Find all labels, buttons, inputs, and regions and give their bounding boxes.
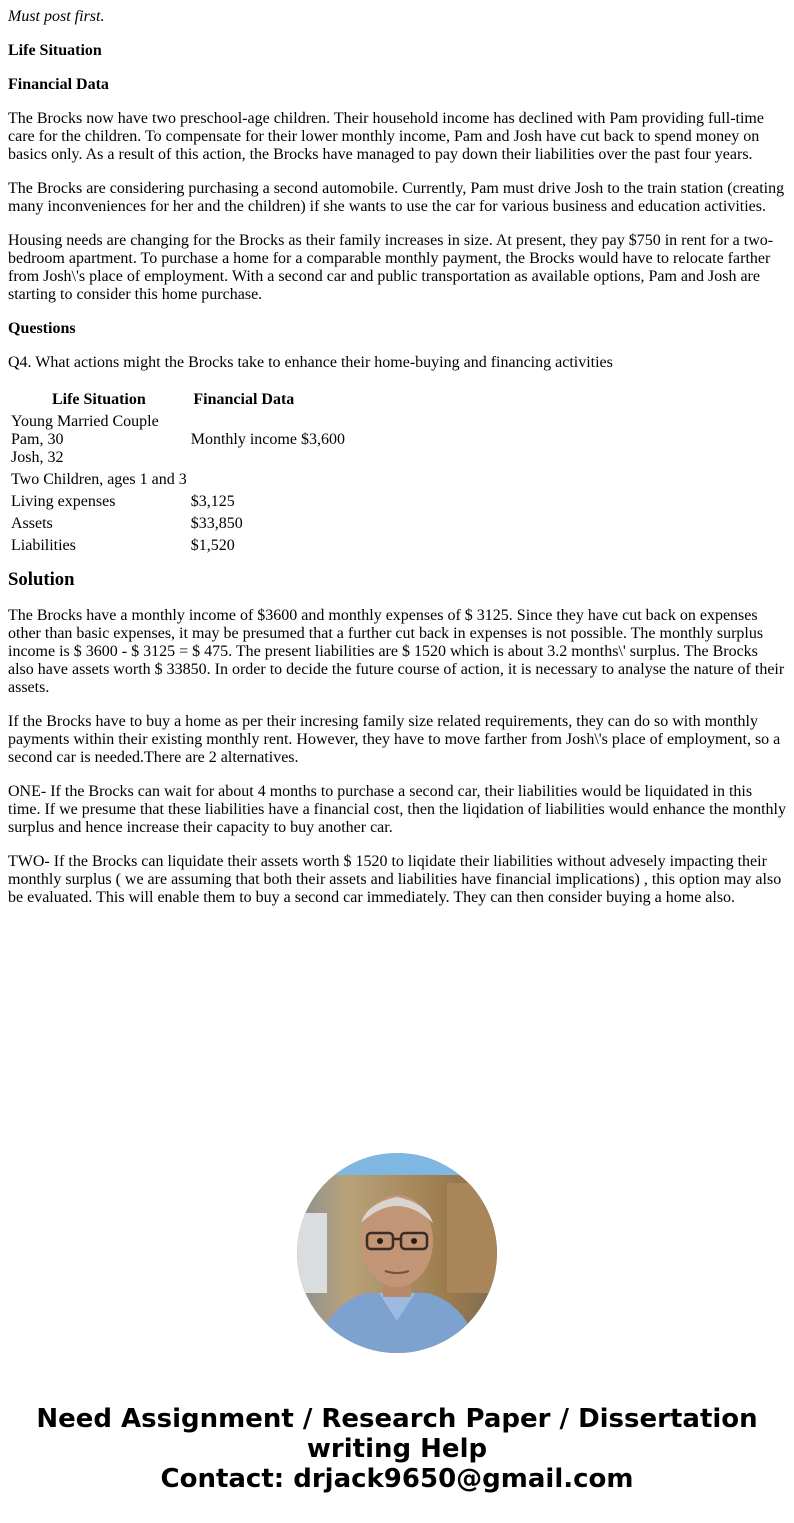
solution-paragraph: The Brocks have a monthly income of $3600 and monthly expenses of $ 3125. Since they have cut back on expenses other than basic expenses, it may be presumed that a further cut back in expenses is not possible. The monthly surplus income is $ 3600 - $ 3125 = $ 475. The present liabilities are $ 1520 which is about 3.2 months\' surplus. The Brocks also have assets worth $ 33850. In order to decide the future course of action, it is necessary to analyse the nature of their assets. xyxy=(8,607,785,696)
table-header-row xyxy=(10,390,346,410)
intro-paragraph: The Brocks now have two preschool-age children. Their household income has declined with Pam providing full-time care for the children. To compensate for their lower monthly income, Pam and Josh have cut back to spend money on basics only. As a result of this action, the Brocks have managed to pay down their liabilities over the past four years. xyxy=(8,110,764,163)
promo-line: writing Help xyxy=(306,1434,488,1464)
table-row xyxy=(10,514,346,534)
table-row xyxy=(10,536,346,556)
post-note: Must post first. xyxy=(8,8,105,25)
promo-banner xyxy=(0,1404,794,1494)
life-line: Pam, 30 xyxy=(11,431,64,448)
table-row xyxy=(10,412,346,468)
life-situation-heading: Life Situation xyxy=(8,42,102,59)
intro-paragraph: Housing needs are changing for the Brocks as their family increases in size. At present, they pay $750 in rent for a two-bedroom apartment. To purchase a home for a comparable monthly payment, the Brocks would have to relocate farther from Josh\'s place of employment. With a second car and public transportation as available options, Pam and Josh are starting to consider this home purchase. xyxy=(8,232,774,303)
solution-paragraph: ONE- If the Brocks can wait for about 4 months to purchase a second car, their liabilities would be liquidated in this time. If we presume that these liabilities have a financial cost, then the liqidation of liabilities would enhance the monthly surplus and hence increase their capacity to buy another car. xyxy=(8,783,786,836)
table-header-life: Life Situation xyxy=(51,391,146,408)
table-row xyxy=(10,470,346,490)
row-value: $1,520 xyxy=(190,537,235,554)
author-avatar xyxy=(297,1153,497,1353)
row-label: Living expenses xyxy=(11,493,116,510)
row-label: Assets xyxy=(11,515,53,532)
table-row xyxy=(10,492,346,512)
questions-heading: Questions xyxy=(8,320,76,337)
row-label: Liabilities xyxy=(11,537,76,554)
solution-paragraph: If the Brocks have to buy a home as per their incresing family size related requirements, they can do so with monthly payments within their existing monthly rent. However, they have to move farther from Josh\'s place of employment, so a second car is needed.There are 2 alternatives. xyxy=(8,713,781,766)
financial-data-heading: Financial Data xyxy=(8,76,109,93)
question-text: Q4. What actions might the Brocks take to enhance their home-buying and financing activities xyxy=(8,354,613,371)
financial-table xyxy=(8,388,348,558)
solution-heading: Solution xyxy=(8,569,75,590)
intro-paragraph: The Brocks are considering purchasing a second automobile. Currently, Pam must drive Josh to the train station (creating many inconveniences for her and the children) if she wants to use the car for various business and education activities. xyxy=(8,180,785,215)
author-portrait-image xyxy=(297,1153,497,1353)
document-body xyxy=(8,8,786,923)
life-situation-cell xyxy=(10,412,188,468)
promo-contact: Contact: drjack9650@gmail.com xyxy=(160,1464,634,1494)
life-line: Young Married Couple xyxy=(11,413,159,430)
life-line: Two Children, ages 1 and 3 xyxy=(11,471,187,488)
table-header-financial: Financial Data xyxy=(193,391,295,408)
promo-line: Need Assignment / Research Paper / Dissertation xyxy=(36,1404,758,1434)
row-value: $33,850 xyxy=(190,515,243,532)
row-value: $3,125 xyxy=(190,493,235,510)
life-line: Josh, 32 xyxy=(11,449,64,466)
solution-paragraph: TWO- If the Brocks can liquidate their assets worth $ 1520 to liqidate their liabilities without advesely impacting their monthly surplus ( we are assuming that both their assets and liabilities have financial implications) , this option may also be evaluated. This will enable them to buy a second car immediately. They can then consider buying a home also. xyxy=(8,853,782,906)
monthly-income-label: Monthly income xyxy=(190,431,297,448)
monthly-income-value: $3,600 xyxy=(300,431,345,448)
